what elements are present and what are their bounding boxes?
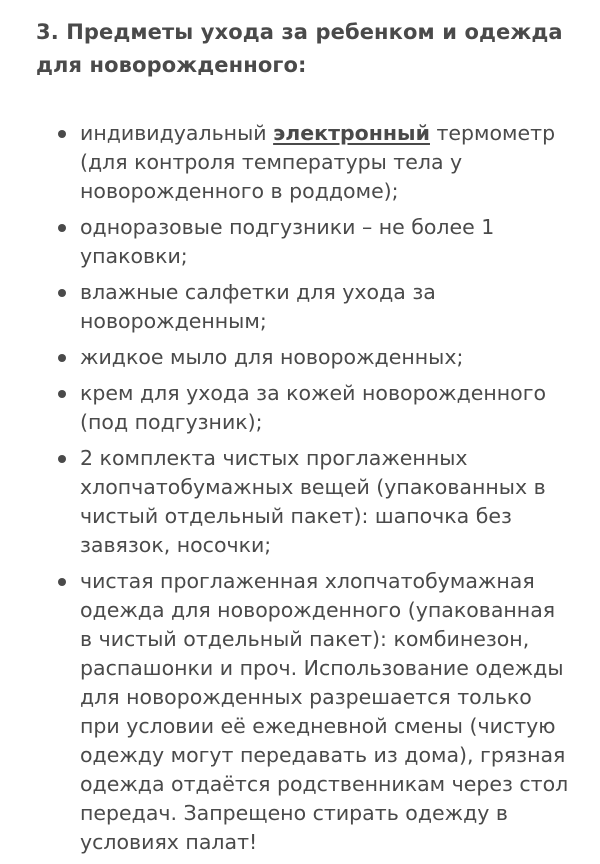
bullet-icon — [58, 224, 66, 232]
list-item — [80, 119, 570, 206]
item-text: одноразовые подгузники – не более 1 упаковки; — [80, 215, 495, 268]
list-item — [80, 444, 570, 560]
electronic-thermometer-link[interactable]: электронный — [273, 121, 430, 145]
bullet-icon — [58, 578, 66, 586]
list-item — [80, 379, 570, 437]
list-item — [80, 213, 570, 271]
item-text-before: индивидуальный — [80, 121, 274, 145]
bullet-icon — [58, 130, 66, 138]
list-item — [80, 343, 570, 372]
bullet-icon — [58, 289, 66, 297]
section-heading: 3. Предметы ухода за ребенком и одежда для новорожденного: — [36, 20, 563, 77]
list-item — [80, 567, 570, 857]
item-text-after: термометр (для контроля температуры тела у новорожденного в роддоме); — [80, 121, 556, 203]
item-text: влажные салфетки для ухода за новорожденным; — [80, 280, 436, 333]
bullet-icon — [58, 455, 66, 463]
list-item — [80, 278, 570, 336]
item-text: жидкое мыло для новорожденных; — [80, 345, 464, 369]
bullet-icon — [58, 354, 66, 362]
item-text: 2 комплекта чистых проглаженных хлопчатобумажных вещей (упакованных в чистый отдельный пакет): шапочка без завязок, носочки; — [80, 446, 546, 557]
item-text: чистая проглаженная хлопчатобумажная одежда для новорожденного (упакованная в чистый отдельный пакет): комбинезон, распашонки и проч. Использование одежды для новорожденных разрешается только при условии её ежедневной смены (чистую одежду могут передавать из дома), грязная одежда отдаётся родственникам через стол передач. Запрещено стирать одежду в условиях палат! — [80, 569, 569, 854]
bullet-icon — [58, 390, 66, 398]
item-text: крем для ухода за кожей новорожденного (под подгузник); — [80, 381, 547, 434]
items-list — [36, 119, 570, 857]
